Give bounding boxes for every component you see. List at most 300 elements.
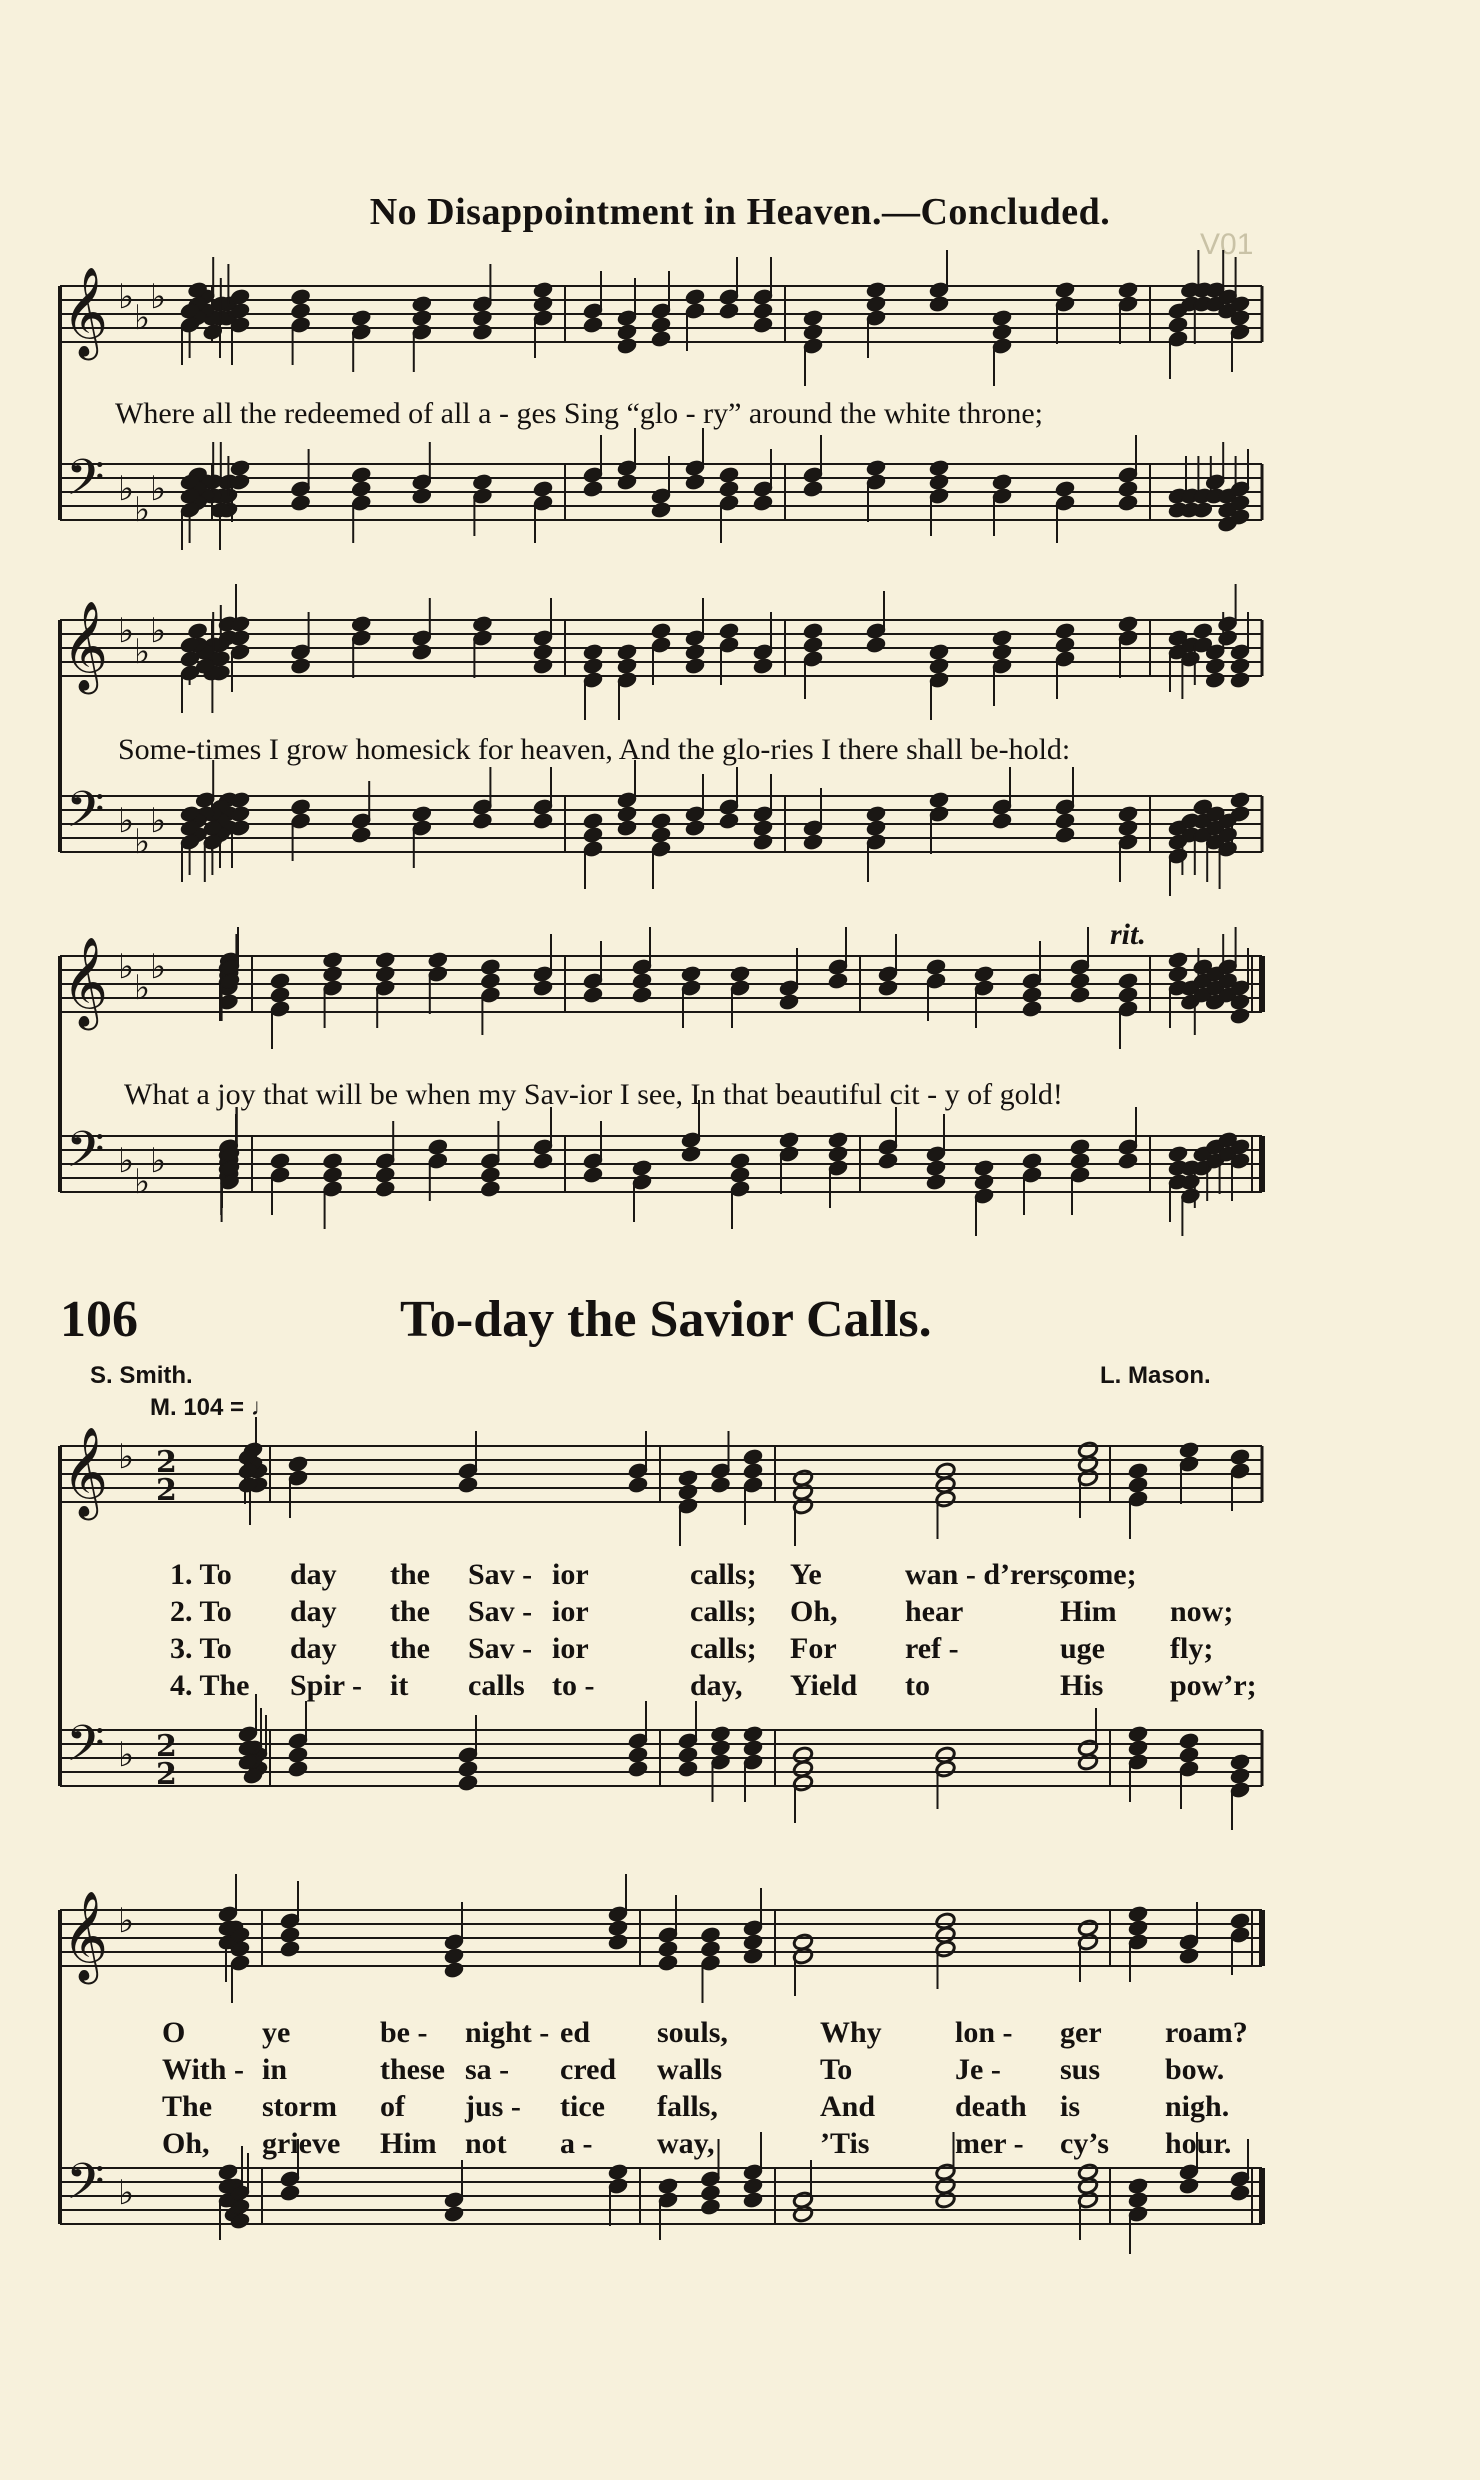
syllable: hear <box>905 1595 964 1628</box>
note-head <box>269 972 290 990</box>
note-head <box>752 302 773 320</box>
note-head <box>472 323 493 341</box>
note-head <box>627 1746 648 1764</box>
note-head <box>287 1455 308 1473</box>
flat-icon: ♭ <box>134 1162 151 1202</box>
note-head <box>290 288 311 306</box>
syllable: sa - <box>465 2053 510 2086</box>
note-head <box>752 494 773 512</box>
syllable: the <box>390 1595 430 1628</box>
note-head <box>1178 1441 1199 1459</box>
time-signature-bottom: 2 <box>156 1757 177 1792</box>
note-head <box>742 1462 763 1480</box>
note-head <box>928 473 949 491</box>
note-head <box>1021 986 1042 1004</box>
time-signature-top: 2 <box>156 1729 177 1764</box>
syllable: bow. <box>1165 2053 1225 2086</box>
note-head <box>928 657 949 675</box>
flat-icon: ♭ <box>134 298 151 338</box>
note-head <box>1178 1746 1199 1764</box>
treble-clef-icon: 𝄞 <box>62 937 109 1027</box>
syllable: ior <box>552 1632 589 1665</box>
note-head <box>1229 657 1250 675</box>
note-head <box>582 480 603 498</box>
note-head <box>322 1152 343 1170</box>
syllable: With - <box>162 2053 244 2086</box>
note-head <box>792 2205 813 2223</box>
syllable: To <box>820 2053 853 2086</box>
note-head <box>657 1940 678 1958</box>
note-head <box>684 819 705 837</box>
bass-clef-icon: 𝄢 <box>66 781 105 851</box>
syllable: grieve <box>262 2127 341 2160</box>
syllable: ger <box>1060 2016 1102 2049</box>
note-head <box>729 965 750 983</box>
note-head <box>627 1476 648 1494</box>
note-head <box>827 1131 848 1149</box>
syllable: it <box>390 1669 409 1702</box>
syllable: cred <box>560 2053 617 2086</box>
note-head <box>865 295 886 313</box>
note-head <box>1117 819 1138 837</box>
syllable: ior <box>552 1558 589 1591</box>
note-head <box>290 302 311 320</box>
note-head <box>742 1933 763 1951</box>
note-head <box>742 2177 763 2195</box>
flat-icon: ♭ <box>118 1735 135 1775</box>
note-head <box>411 295 432 313</box>
note-head <box>1117 494 1138 512</box>
note-head <box>582 643 603 661</box>
note-head <box>657 2177 678 2195</box>
syllable: Him <box>1060 1595 1117 1628</box>
note-head <box>700 1926 721 1944</box>
syllable: the <box>390 1632 430 1665</box>
note-head <box>279 1926 300 1944</box>
note-head <box>269 986 290 1004</box>
note-head <box>1069 972 1090 990</box>
syllable: wan - d’rers, <box>905 1558 1069 1591</box>
note-head <box>1167 965 1188 983</box>
note-head <box>532 812 553 830</box>
flat-icon: ♭ <box>118 469 135 509</box>
bass-clef-icon: 𝄢 <box>66 449 105 519</box>
note-head <box>827 1145 848 1163</box>
note-head <box>1054 480 1075 498</box>
note-head <box>375 965 396 983</box>
note-head <box>616 337 637 355</box>
note-head <box>742 1739 763 1757</box>
note-head <box>457 1760 478 1778</box>
note-head <box>217 2163 238 2181</box>
note-head <box>631 972 652 990</box>
syllable: storm <box>262 2090 337 2123</box>
note-head <box>700 1940 721 1958</box>
syllable: His <box>1060 1669 1104 1702</box>
syllable: 1. To <box>170 1558 232 1591</box>
syllable: Sav - <box>468 1632 533 1665</box>
note-head <box>729 1152 750 1170</box>
note-head <box>1178 2177 1199 2195</box>
note-head <box>973 965 994 983</box>
note-head <box>718 480 739 498</box>
note-head <box>457 1774 478 1792</box>
note-head <box>1205 657 1226 675</box>
syllable: nigh. <box>1165 2090 1230 2123</box>
syllable: jus - <box>465 2090 521 2123</box>
note-head <box>1054 636 1075 654</box>
note-head <box>684 643 705 661</box>
note-head <box>411 487 432 505</box>
note-head <box>752 833 773 851</box>
note-head <box>616 323 637 341</box>
note-head <box>802 636 823 654</box>
note-head <box>290 798 311 816</box>
note-head <box>582 826 603 844</box>
note-head <box>290 494 311 512</box>
hymn-title: To-day the Savior Calls. <box>400 1291 932 1348</box>
syllable: O <box>162 2016 186 2049</box>
note-head <box>607 1933 628 1951</box>
note-head <box>1229 671 1250 689</box>
syllable: to <box>905 1669 930 1702</box>
note-head <box>616 805 637 823</box>
syllable: calls <box>468 1669 525 1702</box>
note-head <box>684 288 705 306</box>
note-head <box>472 615 493 633</box>
note-head <box>752 657 773 675</box>
note-head <box>532 295 553 313</box>
syllable: not <box>465 2127 507 2160</box>
note-head <box>582 316 603 334</box>
note-head <box>532 979 553 997</box>
note-head <box>1217 629 1238 647</box>
flat-icon: ♭ <box>150 947 167 987</box>
time-signature-top: 2 <box>156 1445 177 1480</box>
note-head <box>582 812 603 830</box>
syllable: day <box>290 1632 337 1665</box>
syllable: in <box>262 2053 288 2086</box>
syllable: Oh, <box>790 1595 838 1628</box>
note-head <box>427 1138 448 1156</box>
syllable: to - <box>552 1669 595 1702</box>
note-head <box>677 1746 698 1764</box>
note-head <box>351 615 372 633</box>
note-head <box>928 791 949 809</box>
note-head <box>480 972 501 990</box>
syllable: calls; <box>690 1632 757 1665</box>
note-head <box>935 2191 956 2209</box>
syllable: Je - <box>955 2053 1001 2086</box>
flat-icon: ♭ <box>118 611 135 651</box>
note-head <box>480 958 501 976</box>
note-head <box>802 323 823 341</box>
note-head <box>991 309 1012 327</box>
note-head <box>322 951 343 969</box>
syllable: ed <box>560 2016 590 2049</box>
note-head <box>991 643 1012 661</box>
syllable: now; <box>1170 1595 1234 1628</box>
syllable: Ye <box>790 1558 822 1591</box>
note-head <box>1117 986 1138 1004</box>
note-head <box>1229 2184 1250 2202</box>
note-head <box>443 1947 464 1965</box>
note-head <box>627 1760 648 1778</box>
note-head <box>1054 812 1075 830</box>
note-head <box>607 2163 628 2181</box>
note-head <box>1192 622 1213 640</box>
note-head <box>1069 986 1090 1004</box>
flat-icon: ♭ <box>118 801 135 841</box>
syllable: The <box>162 2090 213 2123</box>
note-head <box>1127 1919 1148 1937</box>
note-head <box>351 480 372 498</box>
note-head <box>443 1961 464 1979</box>
note-head <box>1117 615 1138 633</box>
syllable: lon - <box>955 2016 1013 2049</box>
syllable: the <box>390 1558 430 1591</box>
note-head <box>802 833 823 851</box>
note-head <box>742 1947 763 1965</box>
note-head <box>650 501 671 519</box>
syllable: ior <box>552 1595 589 1628</box>
syllable: Him <box>380 2127 437 2160</box>
note-head <box>287 1760 308 1778</box>
note-head <box>532 281 553 299</box>
syllable: Sav - <box>468 1558 533 1591</box>
syllable: is <box>1060 2090 1081 2123</box>
note-head <box>973 1173 994 1191</box>
note-head <box>532 657 553 675</box>
note-head <box>802 480 823 498</box>
note-head <box>778 993 799 1011</box>
note-head <box>865 281 886 299</box>
note-head <box>650 812 671 830</box>
syllable: day <box>290 1558 337 1591</box>
syllable: be - <box>380 2016 428 2049</box>
note-head <box>718 812 739 830</box>
flat-icon: ♭ <box>134 968 151 1008</box>
bass-clef-icon: 𝄢 <box>66 1715 105 1785</box>
note-head <box>710 1725 731 1743</box>
note-head <box>411 805 432 823</box>
syllable: of <box>380 2090 405 2123</box>
note-head <box>532 480 553 498</box>
note-head <box>684 473 705 491</box>
syllable: Yield <box>790 1669 858 1702</box>
syllable: way, <box>657 2127 715 2160</box>
treble-clef-icon: 𝄞 <box>62 267 109 357</box>
syllable: cy’s <box>1060 2127 1109 2160</box>
note-head <box>925 958 946 976</box>
syllable: day, <box>690 1669 743 1702</box>
note-head <box>677 1760 698 1778</box>
flat-icon: ♭ <box>150 469 167 509</box>
note-head <box>865 819 886 837</box>
note-head <box>1229 1007 1250 1025</box>
note-head <box>375 1180 396 1198</box>
flat-icon: ♭ <box>150 1141 167 1181</box>
note-head <box>532 1152 553 1170</box>
note-head <box>752 819 773 837</box>
syllable: Spir - <box>290 1669 362 1702</box>
note-head <box>650 622 671 640</box>
note-head <box>1069 1152 1090 1170</box>
note-head <box>877 1152 898 1170</box>
note-head <box>710 1739 731 1757</box>
note-head <box>1117 805 1138 823</box>
syllable: mer - <box>955 2127 1024 2160</box>
syllable: ref - <box>905 1632 959 1665</box>
note-head <box>657 1954 678 1972</box>
syllable: uge <box>1060 1632 1105 1665</box>
flat-icon: ♭ <box>150 277 167 317</box>
note-head <box>650 316 671 334</box>
note-head <box>351 826 372 844</box>
note-head <box>1167 1145 1188 1163</box>
note-head <box>1054 622 1075 640</box>
syllable: ye <box>262 2016 291 2049</box>
syllable: ’Tis <box>820 2127 870 2160</box>
syllable: For <box>790 1632 837 1665</box>
note-head <box>991 629 1012 647</box>
note-head <box>742 2191 763 2209</box>
note-head <box>1205 671 1226 689</box>
note-head <box>802 622 823 640</box>
treble-clef-icon: 𝄞 <box>62 1891 109 1981</box>
note-head <box>802 309 823 327</box>
bass-clef-icon: 𝄢 <box>66 1121 105 1191</box>
syllable: tice <box>560 2090 605 2123</box>
flat-icon: ♭ <box>150 801 167 841</box>
syllable: sus <box>1060 2053 1101 2086</box>
note-head <box>865 459 886 477</box>
syllable: Oh, <box>162 2127 210 2160</box>
syllable: night - <box>465 2016 550 2049</box>
note-head <box>1127 1739 1148 1757</box>
note-head <box>742 1725 763 1743</box>
note-head <box>411 309 432 327</box>
words-credit: S. Smith. <box>90 1362 193 1389</box>
syllable: fly; <box>1170 1632 1214 1665</box>
note-head <box>1054 281 1075 299</box>
syllable: come; <box>1060 1558 1137 1591</box>
note-head <box>351 309 372 327</box>
note-head <box>700 2198 721 2216</box>
note-head <box>616 473 637 491</box>
syllable: roam? <box>1165 2016 1248 2049</box>
note-head <box>1127 1462 1148 1480</box>
note-head <box>1021 1152 1042 1170</box>
note-head <box>1117 281 1138 299</box>
syllable: these <box>380 2053 445 2086</box>
note-head <box>480 1180 501 1198</box>
note-head <box>631 1159 652 1177</box>
note-head <box>472 812 493 830</box>
music-credit: L. Mason. <box>1100 1362 1211 1389</box>
note-head <box>290 657 311 675</box>
syllable: day <box>290 1595 337 1628</box>
note-head <box>1229 1912 1250 1930</box>
note-head <box>677 1469 698 1487</box>
note-head <box>472 309 493 327</box>
syllable: 4. The <box>170 1669 250 1702</box>
flat-icon: ♭ <box>150 611 167 651</box>
flat-icon: ♭ <box>134 490 151 530</box>
note-head <box>607 1919 628 1937</box>
note-head <box>269 1152 290 1170</box>
note-head <box>582 1166 603 1184</box>
note-head <box>1229 1448 1250 1466</box>
note-head <box>1127 1476 1148 1494</box>
note-head <box>1077 1753 1098 1771</box>
note-head <box>928 459 949 477</box>
note-head <box>532 643 553 661</box>
rit-mark: rit. <box>1110 918 1146 951</box>
note-head <box>411 643 432 661</box>
note-head <box>1117 972 1138 990</box>
flat-icon: ♭ <box>118 1901 135 1941</box>
syllable: souls, <box>657 2016 728 2049</box>
note-head <box>718 622 739 640</box>
note-head <box>991 812 1012 830</box>
note-head <box>680 965 701 983</box>
note-head <box>1178 1947 1199 1965</box>
note-head <box>1178 1732 1199 1750</box>
tempo-text: M. 104 = <box>150 1394 251 1421</box>
note-head <box>1117 480 1138 498</box>
syllable: calls; <box>690 1595 757 1628</box>
hymn-number: 106 <box>60 1291 138 1348</box>
flat-icon: ♭ <box>118 1141 135 1181</box>
syllable: 2. To <box>170 1595 232 1628</box>
lyric-line-2: Some-times I grow homesick for heaven, And the glo-ries I there shall be-hold: <box>118 733 1071 766</box>
note-head <box>351 466 372 484</box>
syllable: walls <box>657 2053 723 2086</box>
note-head <box>827 972 848 990</box>
quarter-note-icon: ♩ <box>250 1394 275 1421</box>
flat-icon: ♭ <box>118 2173 135 2213</box>
flat-icon: ♭ <box>118 277 135 317</box>
lyric-line-3: What a joy that will be when my Sav-ior I see, In that beautiful cit - y of gold! <box>124 1078 1063 1111</box>
note-head <box>472 473 493 491</box>
note-head <box>375 951 396 969</box>
note-head <box>752 316 773 334</box>
note-head <box>1127 2177 1148 2195</box>
note-head <box>1127 1905 1148 1923</box>
note-head <box>427 951 448 969</box>
note-head <box>680 1145 701 1163</box>
note-head <box>582 986 603 1004</box>
syllable: hour. <box>1165 2127 1232 2160</box>
note-head <box>1069 1138 1090 1156</box>
note-head <box>631 986 652 1004</box>
note-head <box>877 979 898 997</box>
note-head <box>616 643 637 661</box>
note-head <box>991 323 1012 341</box>
note-head <box>865 805 886 823</box>
treble-clef-icon: 𝄞 <box>62 1427 109 1517</box>
note-head <box>1117 1152 1138 1170</box>
note-head <box>616 819 637 837</box>
note-head <box>778 1131 799 1149</box>
treble-clef-icon: 𝄞 <box>62 601 109 691</box>
flat-icon: ♭ <box>134 822 151 862</box>
note-head <box>287 1746 308 1764</box>
running-title: No Disappointment in Heaven.—Concluded. <box>369 191 1111 233</box>
note-head <box>1167 951 1188 969</box>
bass-clef-icon: 𝄢 <box>66 2153 105 2223</box>
